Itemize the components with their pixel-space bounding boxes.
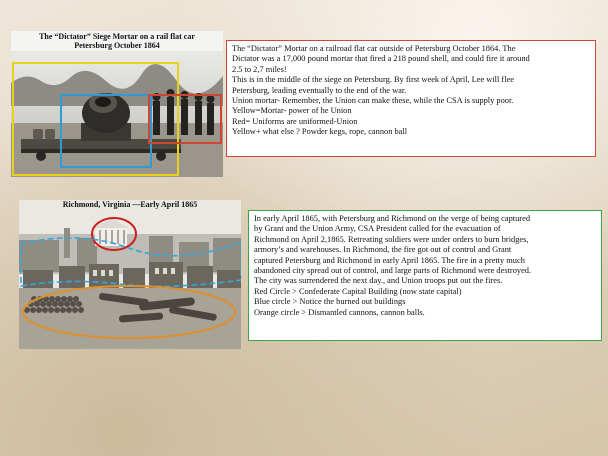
- text-line: abandoned city spread out of control, and large parts of Richmond were destroyed.: [254, 266, 532, 276]
- text-line: by Grant and the Union Army, CSA President called for the evacuation of: [254, 224, 501, 234]
- dictator-mortar-photo: [11, 31, 223, 177]
- text-line: 2.5 to 2,7 miles!: [232, 64, 287, 74]
- text-line: Red Circle > Confederate Capital Building (now state capital): [254, 286, 462, 296]
- text-line: Dictator was a 17,000 pound mortar that fired a 218 pound shell, and could fire it around: [232, 54, 530, 64]
- text-line: Red= Uniforms are uniformed-Union: [232, 116, 358, 126]
- text-line: Richmond on April 2,1865. Retreating soldiers were under orders to burn bridges,: [254, 234, 529, 244]
- text-line: The “Dictator” Mortar on a railroad flat car outside of Petersburg October 1864. The: [232, 44, 516, 53]
- text-line: captured Petersburg and Richmond in early April 1865. The fire in a pretty much: [254, 255, 525, 265]
- dictator-photo-caption-line2: Petersburg October 1864: [74, 41, 160, 50]
- richmond-description-textbox: [248, 210, 602, 341]
- text-line: Petersburg, leading eventually to the end of the war.: [232, 85, 407, 95]
- text-line: armory’s and warehouses. In Richmond, the fire got out of control and Grant: [254, 245, 512, 255]
- text-line: Orange circle > Dismantled cannons, cannon balls.: [254, 307, 425, 317]
- text-line: Blue circle > Notice the burned out buildings: [254, 297, 406, 307]
- text-line: In early April 1865, with Petersburg and Richmond on the verge of being captured: [254, 214, 531, 223]
- text-line: This is in the middle of the siege on Petersburg. By first week of April, Lee will flee: [232, 75, 514, 85]
- dictator-photo-caption-line1: The “Dictator” Siege Mortar on a rail flat car: [39, 32, 195, 41]
- dictator-description-textbox: [226, 40, 596, 157]
- richmond-ruins-photo: [19, 200, 241, 349]
- text-line: Yellow+ what else ? Powder kegs, rope, cannon ball: [232, 127, 408, 137]
- richmond-photo-image: [19, 200, 241, 349]
- richmond-photo-caption: Richmond, Virginia —Early April 1865: [62, 200, 198, 209]
- dictator-photo-image: [11, 31, 223, 177]
- text-line: The city was surrendered the next day., and Union troops put out the fires.: [254, 276, 503, 286]
- text-line: Union mortar- Remember, the Union can make these, while the CSA is supply poor.: [232, 96, 514, 106]
- text-line: Yellow=Mortar- power of he Union: [232, 106, 352, 116]
